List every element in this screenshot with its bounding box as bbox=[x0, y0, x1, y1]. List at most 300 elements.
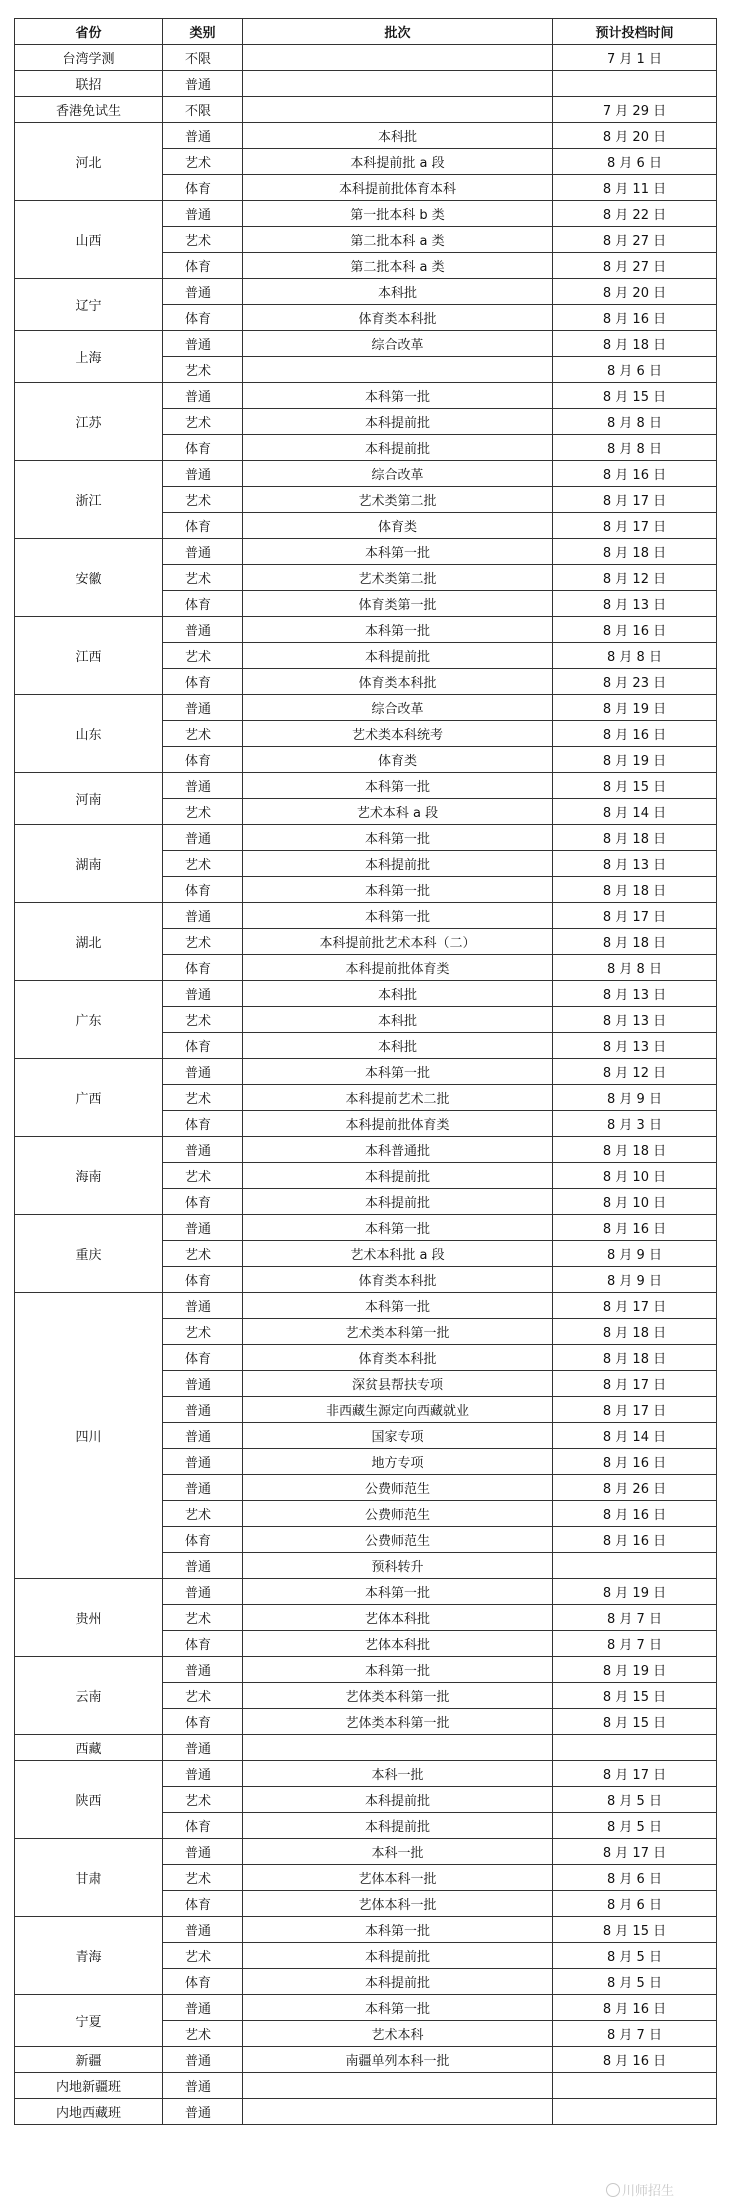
table-row bbox=[15, 45, 717, 71]
province-cell: 贵州 bbox=[15, 1579, 163, 1657]
time-cell: 8 月 20 日 bbox=[553, 123, 717, 149]
category-cell: 普通 bbox=[163, 2047, 243, 2073]
category-cell: 普通 bbox=[163, 617, 243, 643]
table-row bbox=[15, 1839, 717, 1865]
batch-cell: 第二批本科 a 类 bbox=[243, 253, 553, 279]
time-cell: 8 月 13 日 bbox=[553, 1007, 717, 1033]
batch-cell: 本科提前批 bbox=[243, 1189, 553, 1215]
time-cell: 8 月 18 日 bbox=[553, 539, 717, 565]
time-cell: 8 月 17 日 bbox=[553, 1839, 717, 1865]
category-cell: 艺术 bbox=[163, 357, 243, 383]
time-cell: 8 月 6 日 bbox=[553, 1891, 717, 1917]
time-cell: 8 月 15 日 bbox=[553, 1709, 717, 1735]
batch-cell: 体育类第一批 bbox=[243, 591, 553, 617]
batch-cell: 综合改革 bbox=[243, 331, 553, 357]
table-row bbox=[15, 1761, 717, 1787]
province-cell: 陕西 bbox=[15, 1761, 163, 1839]
table-row bbox=[15, 617, 717, 643]
province-cell: 江西 bbox=[15, 617, 163, 695]
table-row bbox=[15, 825, 717, 851]
time-cell: 8 月 14 日 bbox=[553, 799, 717, 825]
category-cell: 普通 bbox=[163, 1371, 243, 1397]
table-header-row bbox=[15, 19, 717, 45]
category-cell: 普通 bbox=[163, 695, 243, 721]
time-cell: 8 月 3 日 bbox=[553, 1111, 717, 1137]
batch-cell: 艺体本科一批 bbox=[243, 1891, 553, 1917]
table-row bbox=[15, 97, 717, 123]
batch-cell: 预科转升 bbox=[243, 1553, 553, 1579]
province-cell: 湖南 bbox=[15, 825, 163, 903]
time-cell: 8 月 17 日 bbox=[553, 513, 717, 539]
batch-cell bbox=[243, 2099, 553, 2125]
category-cell: 艺术 bbox=[163, 1163, 243, 1189]
time-cell: 8 月 17 日 bbox=[553, 1293, 717, 1319]
province-cell: 云南 bbox=[15, 1657, 163, 1735]
table-row bbox=[15, 1293, 717, 1319]
province-cell: 联招 bbox=[15, 71, 163, 97]
batch-cell: 本科第一批 bbox=[243, 617, 553, 643]
category-cell: 普通 bbox=[163, 1995, 243, 2021]
category-cell: 普通 bbox=[163, 1475, 243, 1501]
province-cell: 西藏 bbox=[15, 1735, 163, 1761]
batch-cell: 本科提前批 bbox=[243, 1943, 553, 1969]
category-cell: 普通 bbox=[163, 1397, 243, 1423]
province-cell: 广东 bbox=[15, 981, 163, 1059]
batch-cell bbox=[243, 71, 553, 97]
batch-cell: 艺术类第二批 bbox=[243, 487, 553, 513]
province-cell: 河北 bbox=[15, 123, 163, 201]
category-cell: 体育 bbox=[163, 877, 243, 903]
category-cell: 普通 bbox=[163, 331, 243, 357]
category-cell: 体育 bbox=[163, 747, 243, 773]
table-row bbox=[15, 1059, 717, 1085]
batch-cell: 艺体本科批 bbox=[243, 1631, 553, 1657]
batch-cell: 本科提前批体育本科 bbox=[243, 175, 553, 201]
time-cell: 8 月 19 日 bbox=[553, 1579, 717, 1605]
batch-cell: 艺体本科一批 bbox=[243, 1865, 553, 1891]
batch-cell: 本科提前批 bbox=[243, 1163, 553, 1189]
batch-cell: 地方专项 bbox=[243, 1449, 553, 1475]
province-cell: 内地新疆班 bbox=[15, 2073, 163, 2099]
batch-cell: 公费师范生 bbox=[243, 1475, 553, 1501]
batch-cell: 南疆单列本科一批 bbox=[243, 2047, 553, 2073]
province-cell: 重庆 bbox=[15, 1215, 163, 1293]
time-cell: 8 月 12 日 bbox=[553, 1059, 717, 1085]
table-row bbox=[15, 1735, 717, 1761]
time-cell: 8 月 5 日 bbox=[553, 1787, 717, 1813]
category-cell: 艺术 bbox=[163, 1683, 243, 1709]
time-cell: 8 月 10 日 bbox=[553, 1189, 717, 1215]
table-row bbox=[15, 1137, 717, 1163]
category-cell: 艺术 bbox=[163, 1501, 243, 1527]
watermark-text: 川师招生 bbox=[622, 2184, 675, 2199]
category-cell: 普通 bbox=[163, 903, 243, 929]
category-cell: 艺术 bbox=[163, 1943, 243, 1969]
batch-cell: 综合改革 bbox=[243, 461, 553, 487]
time-cell bbox=[553, 2073, 717, 2099]
category-cell: 艺术 bbox=[163, 227, 243, 253]
time-cell: 8 月 22 日 bbox=[553, 201, 717, 227]
time-cell: 8 月 6 日 bbox=[553, 1865, 717, 1891]
category-cell: 体育 bbox=[163, 955, 243, 981]
province-cell: 辽宁 bbox=[15, 279, 163, 331]
batch-cell: 体育类本科批 bbox=[243, 1267, 553, 1293]
time-cell: 8 月 5 日 bbox=[553, 1943, 717, 1969]
time-cell bbox=[553, 1553, 717, 1579]
category-cell: 艺术 bbox=[163, 1085, 243, 1111]
time-cell bbox=[553, 2099, 717, 2125]
category-cell: 体育 bbox=[163, 1111, 243, 1137]
province-cell: 海南 bbox=[15, 1137, 163, 1215]
batch-cell: 本科提前艺术二批 bbox=[243, 1085, 553, 1111]
time-cell: 8 月 11 日 bbox=[553, 175, 717, 201]
category-cell: 体育 bbox=[163, 175, 243, 201]
batch-cell: 本科第一批 bbox=[243, 1059, 553, 1085]
category-cell: 普通 bbox=[163, 2073, 243, 2099]
category-cell: 普通 bbox=[163, 1293, 243, 1319]
batch-cell: 本科批 bbox=[243, 279, 553, 305]
province-cell: 安徽 bbox=[15, 539, 163, 617]
province-cell: 宁夏 bbox=[15, 1995, 163, 2047]
time-cell: 8 月 12 日 bbox=[553, 565, 717, 591]
table-row bbox=[15, 201, 717, 227]
category-cell: 普通 bbox=[163, 539, 243, 565]
time-cell: 8 月 17 日 bbox=[553, 1397, 717, 1423]
batch-cell: 艺术类本科第一批 bbox=[243, 1319, 553, 1345]
category-cell: 体育 bbox=[163, 591, 243, 617]
batch-cell: 综合改革 bbox=[243, 695, 553, 721]
table-row bbox=[15, 383, 717, 409]
category-cell: 体育 bbox=[163, 1345, 243, 1371]
table-row bbox=[15, 1657, 717, 1683]
time-cell: 8 月 8 日 bbox=[553, 643, 717, 669]
time-cell: 8 月 13 日 bbox=[553, 851, 717, 877]
batch-cell: 非西藏生源定向西藏就业 bbox=[243, 1397, 553, 1423]
time-cell: 8 月 7 日 bbox=[553, 2021, 717, 2047]
batch-cell: 本科提前批体育类 bbox=[243, 1111, 553, 1137]
time-cell: 8 月 9 日 bbox=[553, 1241, 717, 1267]
category-cell: 普通 bbox=[163, 1449, 243, 1475]
batch-cell: 本科提前批 bbox=[243, 409, 553, 435]
batch-cell: 体育类 bbox=[243, 747, 553, 773]
batch-cell bbox=[243, 2073, 553, 2099]
province-cell: 内地西藏班 bbox=[15, 2099, 163, 2125]
time-cell: 8 月 16 日 bbox=[553, 305, 717, 331]
batch-cell: 本科第一批 bbox=[243, 877, 553, 903]
header-time: 预计投档时间 bbox=[553, 19, 717, 45]
time-cell: 8 月 8 日 bbox=[553, 409, 717, 435]
batch-cell: 本科第一批 bbox=[243, 539, 553, 565]
table-row bbox=[15, 461, 717, 487]
time-cell: 8 月 16 日 bbox=[553, 1501, 717, 1527]
time-cell bbox=[553, 1735, 717, 1761]
time-cell: 8 月 6 日 bbox=[553, 357, 717, 383]
category-cell: 体育 bbox=[163, 1033, 243, 1059]
time-cell: 8 月 8 日 bbox=[553, 955, 717, 981]
time-cell: 8 月 15 日 bbox=[553, 1683, 717, 1709]
admission-schedule-table bbox=[14, 18, 717, 2125]
batch-cell: 本科普通批 bbox=[243, 1137, 553, 1163]
time-cell: 8 月 13 日 bbox=[553, 591, 717, 617]
province-cell: 山东 bbox=[15, 695, 163, 773]
watermark bbox=[606, 2180, 674, 2199]
category-cell: 普通 bbox=[163, 773, 243, 799]
time-cell: 8 月 13 日 bbox=[553, 981, 717, 1007]
time-cell: 8 月 9 日 bbox=[553, 1267, 717, 1293]
category-cell: 普通 bbox=[163, 71, 243, 97]
category-cell: 艺术 bbox=[163, 1865, 243, 1891]
batch-cell: 艺术本科 bbox=[243, 2021, 553, 2047]
batch-cell: 本科一批 bbox=[243, 1761, 553, 1787]
batch-cell: 本科提前批 bbox=[243, 1969, 553, 1995]
category-cell: 艺术 bbox=[163, 851, 243, 877]
time-cell: 8 月 7 日 bbox=[553, 1631, 717, 1657]
category-cell: 艺术 bbox=[163, 1241, 243, 1267]
batch-cell: 本科提前批 bbox=[243, 1813, 553, 1839]
batch-cell: 艺术类本科统考 bbox=[243, 721, 553, 747]
category-cell: 艺术 bbox=[163, 721, 243, 747]
batch-cell bbox=[243, 1735, 553, 1761]
batch-cell: 本科第一批 bbox=[243, 1293, 553, 1319]
batch-cell: 本科提前批 bbox=[243, 1787, 553, 1813]
time-cell: 8 月 16 日 bbox=[553, 1449, 717, 1475]
batch-cell: 第一批本科 b 类 bbox=[243, 201, 553, 227]
category-cell: 艺术 bbox=[163, 643, 243, 669]
table-row bbox=[15, 123, 717, 149]
province-cell: 青海 bbox=[15, 1917, 163, 1995]
category-cell: 艺术 bbox=[163, 1007, 243, 1033]
time-cell: 8 月 17 日 bbox=[553, 1371, 717, 1397]
batch-cell bbox=[243, 45, 553, 71]
batch-cell: 艺体类本科第一批 bbox=[243, 1683, 553, 1709]
batch-cell: 本科第一批 bbox=[243, 825, 553, 851]
category-cell: 体育 bbox=[163, 1189, 243, 1215]
header-category: 类别 bbox=[163, 19, 243, 45]
category-cell: 艺术 bbox=[163, 2021, 243, 2047]
batch-cell: 本科提前批 a 段 bbox=[243, 149, 553, 175]
category-cell: 艺术 bbox=[163, 1787, 243, 1813]
batch-cell: 本科第一批 bbox=[243, 1917, 553, 1943]
category-cell: 不限 bbox=[163, 45, 243, 71]
time-cell: 8 月 18 日 bbox=[553, 929, 717, 955]
category-cell: 艺术 bbox=[163, 929, 243, 955]
category-cell: 艺术 bbox=[163, 409, 243, 435]
category-cell: 普通 bbox=[163, 1657, 243, 1683]
province-cell: 上海 bbox=[15, 331, 163, 383]
batch-cell: 艺术类第二批 bbox=[243, 565, 553, 591]
category-cell: 艺术 bbox=[163, 565, 243, 591]
time-cell: 8 月 17 日 bbox=[553, 1761, 717, 1787]
time-cell: 8 月 18 日 bbox=[553, 877, 717, 903]
table-row bbox=[15, 2099, 717, 2125]
batch-cell: 本科提前批 bbox=[243, 435, 553, 461]
time-cell: 8 月 10 日 bbox=[553, 1163, 717, 1189]
batch-cell: 公费师范生 bbox=[243, 1527, 553, 1553]
time-cell: 8 月 19 日 bbox=[553, 695, 717, 721]
table-row bbox=[15, 695, 717, 721]
time-cell: 8 月 16 日 bbox=[553, 461, 717, 487]
batch-cell: 体育类本科批 bbox=[243, 305, 553, 331]
category-cell: 体育 bbox=[163, 1709, 243, 1735]
category-cell: 体育 bbox=[163, 435, 243, 461]
category-cell: 体育 bbox=[163, 1969, 243, 1995]
table-row bbox=[15, 1215, 717, 1241]
time-cell: 8 月 18 日 bbox=[553, 825, 717, 851]
category-cell: 艺术 bbox=[163, 149, 243, 175]
time-cell: 8 月 15 日 bbox=[553, 383, 717, 409]
time-cell: 8 月 15 日 bbox=[553, 1917, 717, 1943]
header-batch: 批次 bbox=[243, 19, 553, 45]
time-cell: 8 月 16 日 bbox=[553, 1527, 717, 1553]
batch-cell: 艺体类本科第一批 bbox=[243, 1709, 553, 1735]
time-cell: 8 月 5 日 bbox=[553, 1813, 717, 1839]
category-cell: 普通 bbox=[163, 1839, 243, 1865]
time-cell: 8 月 14 日 bbox=[553, 1423, 717, 1449]
time-cell: 8 月 16 日 bbox=[553, 1995, 717, 2021]
batch-cell: 体育类本科批 bbox=[243, 1345, 553, 1371]
batch-cell bbox=[243, 357, 553, 383]
province-cell: 江苏 bbox=[15, 383, 163, 461]
batch-cell: 本科提前批艺术本科（二） bbox=[243, 929, 553, 955]
batch-cell: 艺体本科批 bbox=[243, 1605, 553, 1631]
table-row bbox=[15, 1579, 717, 1605]
category-cell: 普通 bbox=[163, 461, 243, 487]
time-cell: 8 月 17 日 bbox=[553, 903, 717, 929]
category-cell: 艺术 bbox=[163, 487, 243, 513]
province-cell: 山西 bbox=[15, 201, 163, 279]
table-row bbox=[15, 903, 717, 929]
province-cell: 台湾学测 bbox=[15, 45, 163, 71]
admission-schedule-table-container bbox=[14, 18, 717, 2125]
batch-cell bbox=[243, 97, 553, 123]
table-row bbox=[15, 539, 717, 565]
category-cell: 体育 bbox=[163, 513, 243, 539]
category-cell: 普通 bbox=[163, 279, 243, 305]
batch-cell: 本科批 bbox=[243, 981, 553, 1007]
time-cell: 8 月 19 日 bbox=[553, 1657, 717, 1683]
category-cell: 体育 bbox=[163, 253, 243, 279]
category-cell: 普通 bbox=[163, 123, 243, 149]
time-cell: 8 月 23 日 bbox=[553, 669, 717, 695]
batch-cell: 本科第一批 bbox=[243, 1995, 553, 2021]
batch-cell: 体育类本科批 bbox=[243, 669, 553, 695]
time-cell: 8 月 16 日 bbox=[553, 721, 717, 747]
time-cell: 8 月 13 日 bbox=[553, 1033, 717, 1059]
table-row bbox=[15, 2047, 717, 2073]
category-cell: 艺术 bbox=[163, 1605, 243, 1631]
batch-cell: 国家专项 bbox=[243, 1423, 553, 1449]
table-row bbox=[15, 981, 717, 1007]
time-cell: 8 月 18 日 bbox=[553, 1137, 717, 1163]
time-cell: 8 月 18 日 bbox=[553, 1319, 717, 1345]
category-cell: 普通 bbox=[163, 1761, 243, 1787]
time-cell: 8 月 27 日 bbox=[553, 253, 717, 279]
category-cell: 普通 bbox=[163, 825, 243, 851]
batch-cell: 本科批 bbox=[243, 123, 553, 149]
table-row bbox=[15, 331, 717, 357]
batch-cell: 体育类 bbox=[243, 513, 553, 539]
province-cell: 湖北 bbox=[15, 903, 163, 981]
category-cell: 普通 bbox=[163, 1579, 243, 1605]
category-cell: 普通 bbox=[163, 1137, 243, 1163]
table-row bbox=[15, 1995, 717, 2021]
batch-cell: 本科提前批 bbox=[243, 851, 553, 877]
category-cell: 体育 bbox=[163, 1891, 243, 1917]
category-cell: 普通 bbox=[163, 201, 243, 227]
category-cell: 体育 bbox=[163, 1527, 243, 1553]
time-cell: 8 月 16 日 bbox=[553, 2047, 717, 2073]
category-cell: 体育 bbox=[163, 305, 243, 331]
time-cell: 8 月 26 日 bbox=[553, 1475, 717, 1501]
category-cell: 普通 bbox=[163, 1423, 243, 1449]
category-cell: 普通 bbox=[163, 1553, 243, 1579]
category-cell: 艺术 bbox=[163, 799, 243, 825]
time-cell: 8 月 16 日 bbox=[553, 617, 717, 643]
time-cell: 8 月 20 日 bbox=[553, 279, 717, 305]
batch-cell: 本科批 bbox=[243, 1007, 553, 1033]
province-cell: 河南 bbox=[15, 773, 163, 825]
time-cell: 8 月 18 日 bbox=[553, 331, 717, 357]
category-cell: 普通 bbox=[163, 1215, 243, 1241]
category-cell: 普通 bbox=[163, 981, 243, 1007]
province-cell: 四川 bbox=[15, 1293, 163, 1579]
category-cell: 普通 bbox=[163, 1917, 243, 1943]
time-cell bbox=[553, 71, 717, 97]
table-row bbox=[15, 71, 717, 97]
table-body bbox=[15, 45, 717, 2125]
category-cell: 不限 bbox=[163, 97, 243, 123]
batch-cell: 深贫县帮扶专项 bbox=[243, 1371, 553, 1397]
time-cell: 8 月 8 日 bbox=[553, 435, 717, 461]
time-cell: 8 月 6 日 bbox=[553, 149, 717, 175]
province-cell: 浙江 bbox=[15, 461, 163, 539]
category-cell: 体育 bbox=[163, 1631, 243, 1657]
table-row bbox=[15, 279, 717, 305]
category-cell: 体育 bbox=[163, 1267, 243, 1293]
province-cell: 甘肃 bbox=[15, 1839, 163, 1917]
batch-cell: 本科第一批 bbox=[243, 383, 553, 409]
time-cell: 8 月 16 日 bbox=[553, 1215, 717, 1241]
category-cell: 普通 bbox=[163, 383, 243, 409]
time-cell: 7 月 1 日 bbox=[553, 45, 717, 71]
province-cell: 香港免试生 bbox=[15, 97, 163, 123]
header-province: 省份 bbox=[15, 19, 163, 45]
batch-cell: 本科批 bbox=[243, 1033, 553, 1059]
batch-cell: 公费师范生 bbox=[243, 1501, 553, 1527]
time-cell: 8 月 5 日 bbox=[553, 1969, 717, 1995]
table-row bbox=[15, 2073, 717, 2099]
time-cell: 7 月 29 日 bbox=[553, 97, 717, 123]
batch-cell: 艺术本科批 a 段 bbox=[243, 1241, 553, 1267]
time-cell: 8 月 9 日 bbox=[553, 1085, 717, 1111]
category-cell: 普通 bbox=[163, 1735, 243, 1761]
time-cell: 8 月 7 日 bbox=[553, 1605, 717, 1631]
batch-cell: 本科第一批 bbox=[243, 1657, 553, 1683]
weibo-icon bbox=[606, 2183, 620, 2197]
table-row bbox=[15, 1917, 717, 1943]
time-cell: 8 月 17 日 bbox=[553, 487, 717, 513]
batch-cell: 本科第一批 bbox=[243, 1215, 553, 1241]
batch-cell: 本科第一批 bbox=[243, 773, 553, 799]
time-cell: 8 月 18 日 bbox=[553, 1345, 717, 1371]
province-cell: 新疆 bbox=[15, 2047, 163, 2073]
table-row bbox=[15, 773, 717, 799]
batch-cell: 本科提前批体育类 bbox=[243, 955, 553, 981]
time-cell: 8 月 15 日 bbox=[553, 773, 717, 799]
time-cell: 8 月 27 日 bbox=[553, 227, 717, 253]
batch-cell: 第二批本科 a 类 bbox=[243, 227, 553, 253]
batch-cell: 本科第一批 bbox=[243, 1579, 553, 1605]
